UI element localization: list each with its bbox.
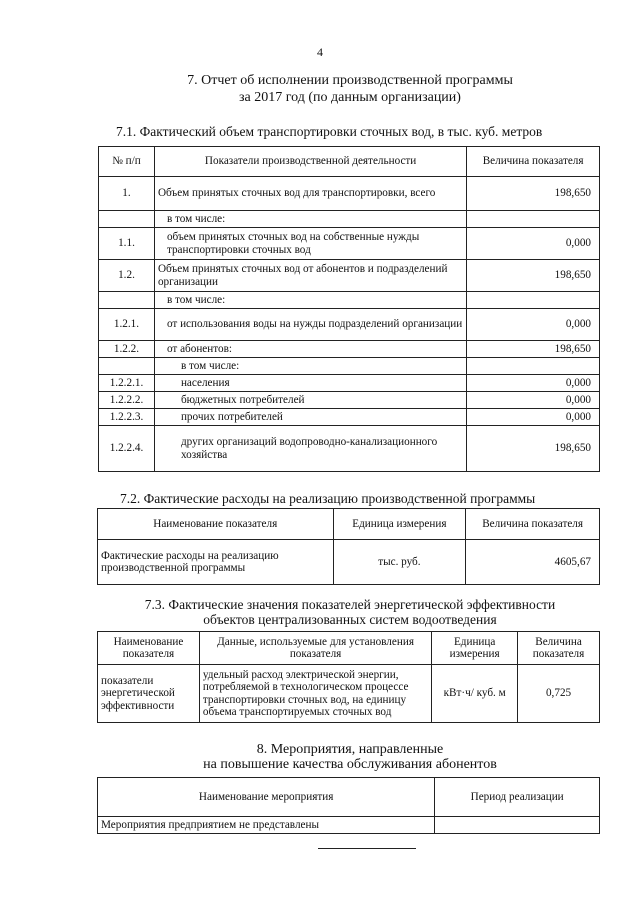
row-num: 1.2.2.	[99, 341, 155, 358]
row-num: 1.2.	[99, 260, 155, 292]
table-row	[99, 260, 600, 292]
row-num: 1.	[99, 177, 155, 211]
row-label: объем принятых сточных вод на собственные нужды транспортировки сточных вод	[154, 228, 466, 260]
table-row	[99, 211, 600, 228]
row-label: Объем принятых сточных вод от абонентов и подразделений организации	[154, 260, 466, 292]
header-value: Величина показателя	[518, 632, 600, 665]
section-8-title-line2: на повышение качества обслуживания абонентов	[203, 757, 497, 772]
row-name: Мероприятия предприятием не представлены	[98, 817, 435, 834]
table-row	[99, 309, 600, 341]
table-row	[99, 426, 600, 472]
row-value: 0,000	[467, 309, 600, 341]
table-row	[98, 540, 600, 585]
closing-divider	[318, 848, 416, 849]
table-7-3	[97, 631, 600, 723]
row-value	[467, 358, 600, 375]
header-data: Данные, используемые для установления показателя	[199, 632, 431, 665]
row-label: в том числе:	[154, 292, 466, 309]
section-7-3-title	[100, 597, 600, 627]
row-label: других организаций водопроводно-канализационного хозяйства	[154, 426, 466, 472]
row-unit: кВт·ч/ куб. м	[432, 665, 518, 723]
header-indicator: Показатели производственной деятельности	[154, 147, 466, 177]
row-period	[435, 817, 600, 834]
row-value: 198,650	[467, 426, 600, 472]
table-row	[99, 409, 600, 426]
row-value	[467, 292, 600, 309]
row-value: 0,000	[467, 392, 600, 409]
row-num: 1.1.	[99, 228, 155, 260]
table-8	[97, 777, 600, 834]
header-period: Период реализации	[435, 778, 600, 817]
row-value: 198,650	[467, 177, 600, 211]
row-unit: тыс. руб.	[333, 540, 466, 585]
row-name: Фактические расходы на реализацию производственной программы	[98, 540, 334, 585]
section-8-title-line1: 8. Мероприятия, направленные	[256, 742, 444, 757]
table-header-row	[98, 632, 600, 665]
section-7-3-title-line1: 7.3. Фактические значения показателей энергетической эффективности	[144, 597, 556, 612]
table-7-1	[98, 146, 600, 472]
row-num: 1.2.2.1.	[99, 375, 155, 392]
table-row	[99, 292, 600, 309]
table-row	[98, 817, 600, 834]
header-value: Величина показателя	[466, 509, 600, 540]
section-7-title	[100, 72, 600, 106]
section-7-title-line1: 7. Отчет об исполнении производственной программы	[187, 73, 513, 88]
row-value: 198,650	[467, 341, 600, 358]
header-value: Величина показателя	[467, 147, 600, 177]
section-7-2-title: 7.2. Фактические расходы на реализацию производственной программы	[120, 491, 536, 506]
table-row	[99, 358, 600, 375]
row-value: 0,000	[467, 375, 600, 392]
row-value: 198,650	[467, 260, 600, 292]
row-label: от использования воды на нужды подразделений организации	[154, 309, 466, 341]
row-num	[99, 292, 155, 309]
row-label: в том числе:	[154, 211, 466, 228]
table-row	[99, 228, 600, 260]
row-num: 1.2.2.2.	[99, 392, 155, 409]
row-num: 1.2.2.4.	[99, 426, 155, 472]
table-row	[99, 392, 600, 409]
row-value: 0,000	[467, 409, 600, 426]
section-7-3-title-line2: объектов централизованных систем водоотведения	[203, 612, 497, 627]
row-num: 1.2.2.3.	[99, 409, 155, 426]
row-value: 4605,67	[466, 540, 600, 585]
header-name: Наименование показателя	[98, 632, 200, 665]
header-unit: Единица измерения	[432, 632, 518, 665]
row-name: показатели энергетической эффективности	[98, 665, 200, 723]
row-label: от абонентов:	[154, 341, 466, 358]
row-num	[99, 211, 155, 228]
row-value: 0,725	[518, 665, 600, 723]
table-7-2	[97, 508, 600, 585]
header-unit: Единица измерения	[333, 509, 466, 540]
page-number: 4	[317, 45, 323, 59]
row-num: 1.2.1.	[99, 309, 155, 341]
row-value	[467, 211, 600, 228]
row-label: прочих потребителей	[154, 409, 466, 426]
table-row	[99, 341, 600, 358]
row-data: удельный расход электрической энергии, потребляемой в технологическом процессе транспортировки сточных вод, на единицу объема транспортируемых сточных вод	[199, 665, 431, 723]
row-value: 0,000	[467, 228, 600, 260]
table-header-row	[98, 509, 600, 540]
row-label: населения	[154, 375, 466, 392]
row-label: бюджетных потребителей	[154, 392, 466, 409]
section-7-title-line2: за 2017 год (по данным организации)	[239, 90, 461, 105]
header-name: Наименование мероприятия	[98, 778, 435, 817]
row-label: в том числе:	[154, 358, 466, 375]
row-num	[99, 358, 155, 375]
section-7-1-title: 7.1. Фактический объем транспортировки сточных вод, в тыс. куб. метров	[116, 124, 543, 139]
row-label: Объем принятых сточных вод для транспортировки, всего	[154, 177, 466, 211]
table-row	[99, 177, 600, 211]
header-num: № п/п	[99, 147, 155, 177]
table-row	[99, 375, 600, 392]
table-row	[98, 665, 600, 723]
table-header-row	[98, 778, 600, 817]
header-name: Наименование показателя	[98, 509, 334, 540]
table-header-row	[99, 147, 600, 177]
section-8-title	[100, 742, 600, 772]
